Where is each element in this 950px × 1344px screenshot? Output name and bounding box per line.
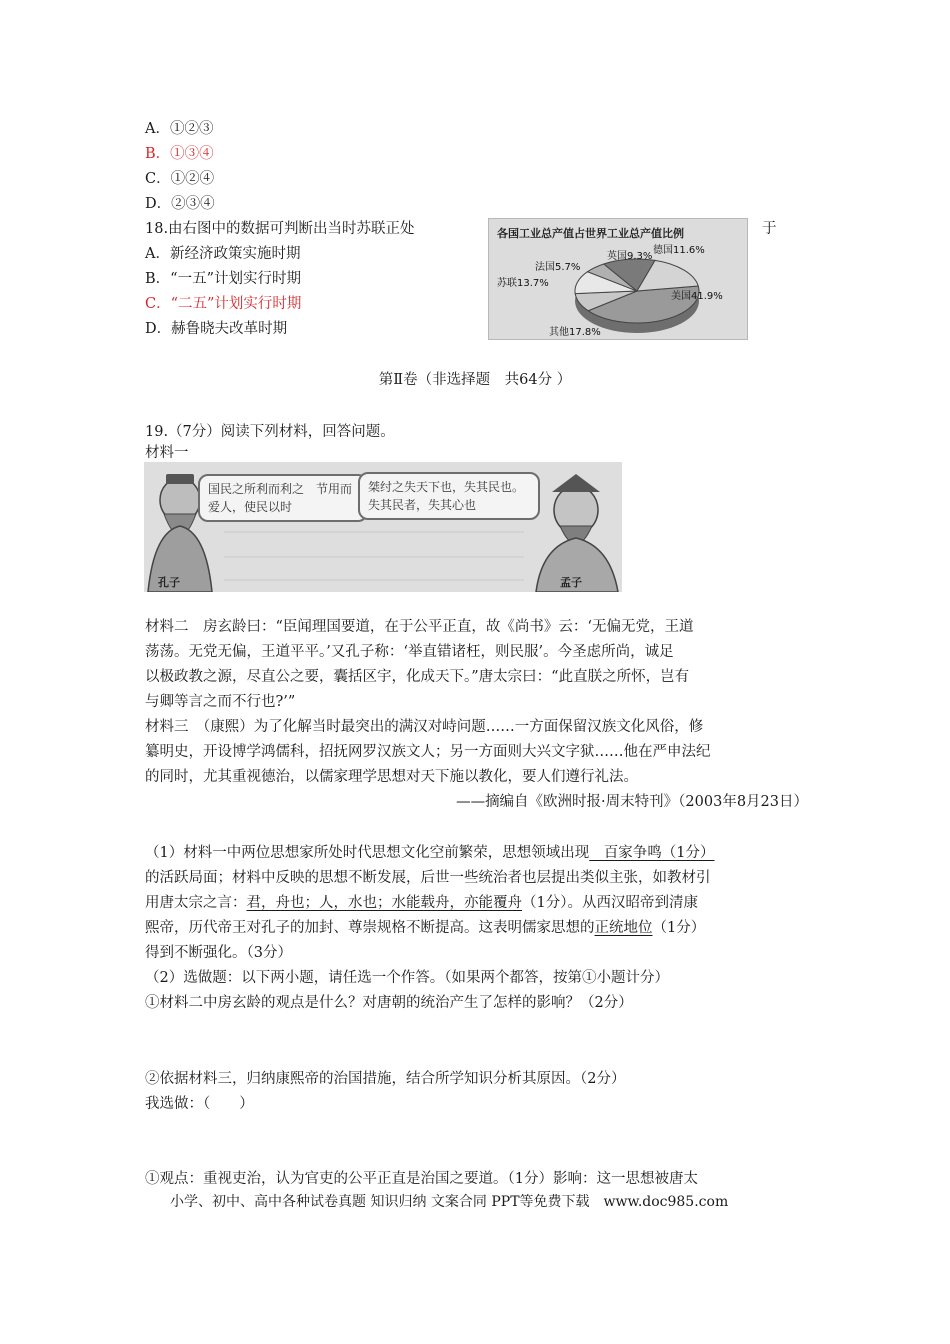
answer1-line-3	[145, 893, 698, 913]
material1-label: 材料一	[145, 445, 189, 461]
answer-orthodox-status: 正统地位	[594, 920, 653, 936]
answer1-line-1-text: （1）材料一中两位思想家所处时代思想文化空前繁荣，思想领域出现	[145, 845, 590, 861]
answer1-line-1	[145, 843, 714, 863]
sub-question-2: ②依据材料三，归纳康熙帝的治国措施，结合所学知识分析其原因。（2分）	[145, 1071, 626, 1087]
q18-option-b: B．“一五”计划实行时期	[145, 271, 301, 287]
answer1-line-4	[145, 918, 705, 938]
pie-label-5: 其他17.8%	[549, 327, 601, 338]
chart-title: 各国工业总产值占世界工业总产值比例	[497, 227, 684, 240]
mencius-label: 孟子	[560, 576, 582, 589]
part2-instruction: （2）选做题：以下两小题，请任选一个作答。（如果两个都答，按第①小题计分）	[145, 970, 669, 986]
material3-line-2: 纂明史，开设博学鸿儒科，招抚网罗汉族文人；另一方面则大兴文字狱……他在严申法纪	[145, 744, 711, 760]
confucius-mencius-cartoon	[144, 462, 622, 592]
q18-stem: 18.由右图中的数据可判断出当时苏联正处	[145, 221, 415, 237]
q17-option-d: D．②③④	[145, 196, 215, 212]
pie-label-4: 苏联13.7%	[497, 278, 549, 289]
pie-svg	[489, 219, 747, 339]
material3-line-1: 材料三 （康熙）为了化解当时最突出的满汉对峙问题……一方面保留汉族文化风俗，修	[145, 719, 704, 735]
q18-option-d: D．赫鲁晓夫改革时期	[145, 321, 288, 337]
pie-label-1: 英国9.3%	[607, 251, 653, 262]
q17-option-c: C．①②④	[145, 171, 215, 187]
mencius-speech-bubble: 桀纣之失天下也，失其民也。失其民者，失其心也	[358, 472, 540, 520]
answer2-line-1: ①观点：重视吏治，认为官吏的公平正直是治国之要道。（1分）影响：这一思想被唐太	[145, 1171, 698, 1187]
answer-tang-taizong-quote: 君，舟也；人，水也；水能载舟，亦能覆舟	[246, 895, 522, 911]
industrial-output-pie-chart	[488, 218, 748, 340]
q18-option-c: C．“二五”计划实行时期	[145, 296, 302, 312]
answer1-line-3-post: （1分）。从西汉昭帝到清康	[522, 895, 698, 911]
choice-line: 我选做：（ ）	[145, 1096, 254, 1112]
q19-stem: 19.（7分）阅读下列材料，回答问题。	[145, 424, 395, 440]
material2-line-3: 以极政教之源，尽直公之要，囊括区宇，化成天下。”唐太宗曰：“此直朕之所怀，岂有	[145, 669, 690, 685]
q18-option-a: A．新经济政策实施时期	[145, 246, 301, 262]
answer1-line-2: 的活跃局面；材料中反映的思想不断发展，后世一些统治者也层提出类似主张，如教材引	[145, 870, 711, 886]
confucius-speech-bubble: 国民之所利而利之 节用而爱人，使民以时	[198, 474, 368, 522]
material2-line-2: 荡荡。无党无偏，王道平平。’又孔子称：‘举直错诸枉，则民服’。今圣虑所尚，诚足	[145, 644, 674, 660]
answer1-line-5: 得到不断强化。（3分）	[145, 945, 292, 961]
answer1-line-4-pre: 熙帝，历代帝王对孔子的加封、尊崇规格不断提高。这表明儒家思想的	[145, 920, 595, 936]
material3-line-3: 的同时，尤其重视德治，以儒家理学思想对天下施以教化，要人们遵行礼法。	[145, 769, 638, 785]
answer1-line-3-pre: 用唐太宗之言：	[145, 895, 247, 911]
answer-baijia-zhengming: 百家争鸣（1分）	[589, 845, 715, 861]
confucius-label: 孔子	[158, 576, 180, 589]
q17-option-a: A．①②③	[145, 121, 214, 137]
q17-option-b: B．①③④	[145, 146, 214, 162]
pie-label-2: 德国11.6%	[653, 245, 705, 256]
pie-label-3: 法国5.7%	[535, 262, 581, 273]
sub-question-1: ①材料二中房玄龄的观点是什么？对唐朝的统治产生了怎样的影响？（2分）	[145, 995, 633, 1011]
answer1-line-4-post: （1分）	[652, 920, 706, 936]
material2-line-1: 材料二 房玄龄曰：“臣闻理国要道，在于公平正直，故《尚书》云：‘无偏无党，王道	[145, 619, 694, 635]
q18-stem-tail: 于	[762, 221, 777, 237]
pie-label-0: 美国41.9%	[671, 291, 723, 302]
material2-line-4: 与卿等言之而不行也?’”	[145, 694, 296, 710]
page-footer: 小学、初中、高中各种试卷真题 知识归纳 文案合同 PPT等免费下载 www.doc985.com	[170, 1194, 729, 1210]
section-title: 第Ⅱ卷（非选择题 共64分 ）	[378, 372, 572, 388]
material3-source: ——摘编自《欧洲时报·周末特刊》（2003年8月23日）	[456, 794, 808, 810]
